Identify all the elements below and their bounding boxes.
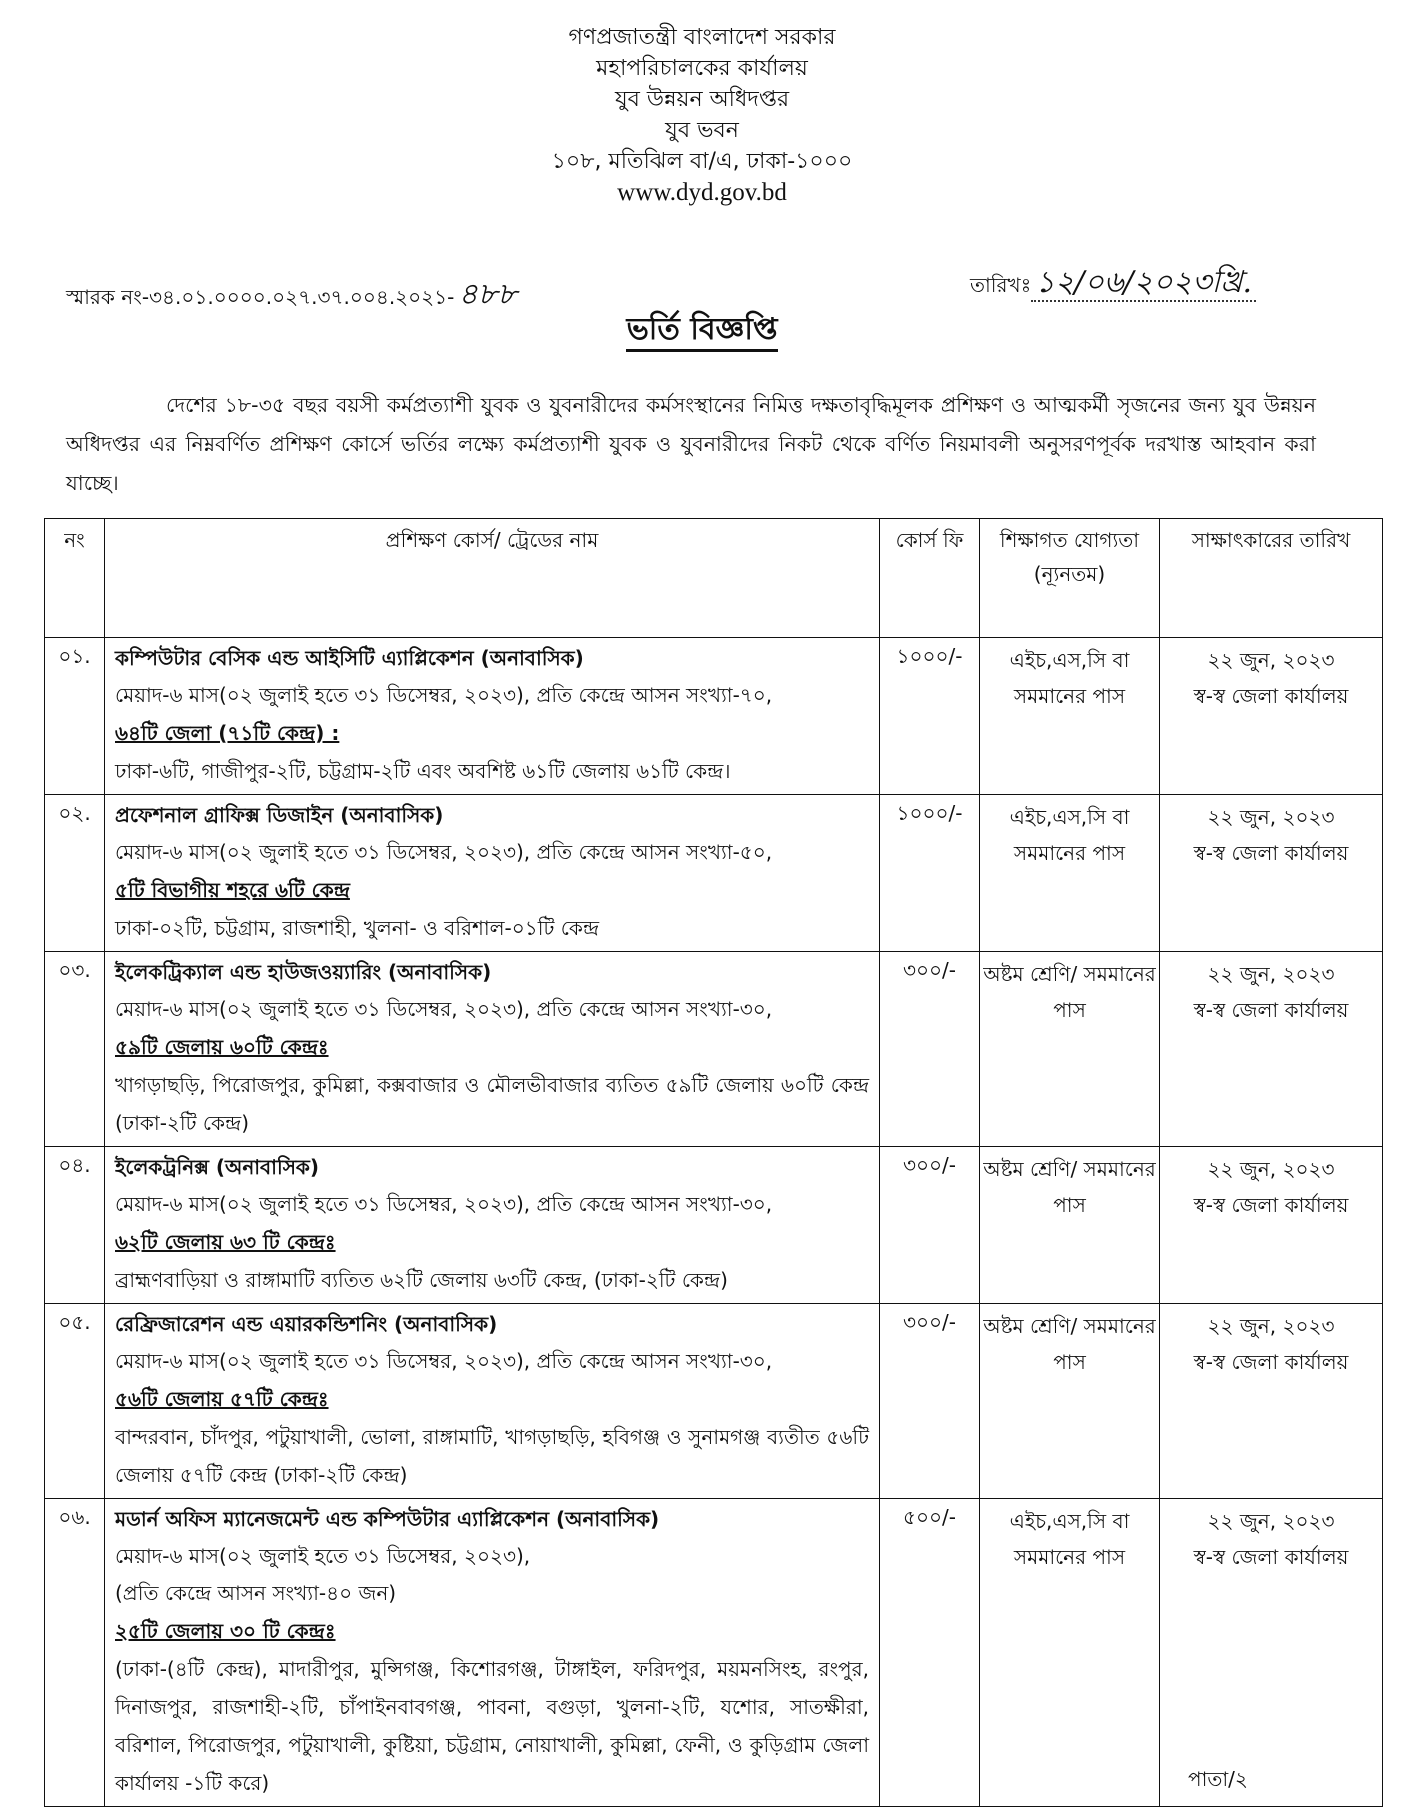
interview-venue: স্ব-স্ব জেলা কার্যালয় bbox=[1193, 998, 1349, 1022]
row-number: ০১. bbox=[45, 638, 105, 795]
course-fee: ৫০০/- bbox=[880, 1499, 980, 1807]
course-location-title: ৫টি বিভাগীয় শহরে ৬টি কেন্দ্র bbox=[115, 878, 350, 902]
course-location-detail: বান্দরবান, চাঁদপুর, পটুয়াখালী, ভোলা, রাঙ্গামাটি, খাগড়াছড়ি, হবিগঞ্জ ও সুনামগঞ্জ ব্যতীত ৫৬টি জেলায় ৫৭টি কেন্দ্র (ঢাকা-২টি কেন্দ্র) bbox=[115, 1425, 869, 1487]
intro-paragraph: দেশের ১৮-৩৫ বছর বয়সী কর্মপ্রত্যাশী যুবক ও যুবনারীদের কর্মসংস্থানের নিমিত্ত দক্ষতাবৃদ্ধিমূলক প্রশিক্ষণ ও আত্মকর্মী সৃজনের জন্য যুব উন্নয়ন অধিদপ্তর এর নিম্নবর্ণিত প্রশিক্ষণ কোর্সে ভর্তির লক্ষ্যে কর্মপ্রত্যাশী যুবক ও যুবনারীদের নিকট থেকে বর্ণিত নিয়মাবলী অনুসরণপূর্বক দরখাস্ত আহবান করা যাচ্ছে। bbox=[66, 393, 1316, 495]
notice-title bbox=[0, 305, 1404, 356]
row-number: ০৬. bbox=[45, 1499, 105, 1807]
education-requirement: অষ্টম শ্রেণি/ সমমানের পাস bbox=[980, 952, 1160, 1147]
course-name: প্রফেশনাল গ্রাফিক্স ডিজাইন (অনাবাসিক) bbox=[115, 803, 444, 827]
header-website: www.dyd.gov.bd bbox=[617, 179, 787, 206]
interview-venue: স্ব-স্ব জেলা কার্যালয় bbox=[1193, 1545, 1349, 1569]
interview-date: ২২ জুন, ২০২৩ bbox=[1207, 648, 1335, 672]
interview-date: ২২ জুন, ২০২৩ bbox=[1207, 1509, 1335, 1533]
notice-title-text: ভর্তি বিজ্ঞপ্তি bbox=[626, 312, 777, 352]
course-location-title: ৬২টি জেলায় ৬৩ টি কেন্দ্রঃ bbox=[115, 1230, 336, 1254]
interview-cell bbox=[1160, 638, 1383, 795]
course-location-detail: ব্রাহ্মণবাড়িয়া ও রাঙ্গামাটি ব্যতিত ৬২টি জেলায় ৬৩টি কেন্দ্র, (ঢাকা-২টি কেন্দ্র) bbox=[115, 1268, 728, 1292]
education-requirement: এইচ,এস,সি বা সমমানের পাস bbox=[980, 795, 1160, 952]
interview-cell bbox=[1160, 795, 1383, 952]
course-duration: মেয়াদ-৬ মাস(০২ জুলাই হতে ৩১ ডিসেম্বর, ২০২৩), bbox=[115, 1544, 531, 1568]
interview-date: ২২ জুন, ২০২৩ bbox=[1207, 1157, 1335, 1181]
course-location-detail: (ঢাকা-(৪টি কেন্দ্র), মাদারীপুর, মুন্সিগঞ্জ, কিশোরগঞ্জ, টাঙ্গাইল, ফরিদপুর, ময়মনসিংহ, রংপুর, দিনাজপুর, রাজশাহী-২টি, চাঁপাইনবাবগঞ্জ, পাবনা, বগুড়া, খুলনা-২টি, যশোর, সাতক্ষীরা, বরিশাল, পিরোজপুর, পটুয়াখালী, কুষ্টিয়া, চট্টগ্রাম, নোয়াখালী, কুমিল্লা, ফেনী, ও কুড়িগ্রাম জেলা কার্যালয় -১টি করে) bbox=[115, 1657, 869, 1795]
memo-handwritten-number: ৪৮৮ bbox=[458, 277, 517, 312]
course-fee: ৩০০/- bbox=[880, 1147, 980, 1304]
table-row bbox=[45, 638, 1383, 795]
course-fee: ৩০০/- bbox=[880, 952, 980, 1147]
interview-cell bbox=[1160, 1304, 1383, 1499]
date-handwritten: ১২/০৬/২০২৩খ্রি. bbox=[1031, 265, 1256, 302]
table-row bbox=[45, 1147, 1383, 1304]
course-name: রেফ্রিজারেশন এন্ড এয়ারকন্ডিশনিং (অনাবাসিক) bbox=[115, 1312, 498, 1336]
course-name: কম্পিউটার বেসিক এন্ড আইসিটি এ্যাপ্লিকেশন (অনাবাসিক) bbox=[115, 646, 584, 670]
date-label: তারিখঃ bbox=[970, 273, 1032, 297]
row-number: ০৪. bbox=[45, 1147, 105, 1304]
education-requirement: অষ্টম শ্রেণি/ সমমানের পাস bbox=[980, 1304, 1160, 1499]
course-location-title: ২৫টি জেলায় ৩০ টি কেন্দ্রঃ bbox=[115, 1619, 336, 1643]
interview-venue: স্ব-স্ব জেলা কার্যালয় bbox=[1193, 684, 1349, 708]
course-name: মডার্ন অফিস ম্যানেজমেন্ট এন্ড কম্পিউটার এ্যাপ্লিকেশন (অনাবাসিক) bbox=[115, 1507, 660, 1531]
header-line-building: যুব ভবন bbox=[665, 118, 739, 143]
course-location-detail: ঢাকা-৬টি, গাজীপুর-২টি, চট্টগ্রাম-২টি এবং অবশিষ্ট ৬১টি জেলায় ৬১টি কেন্দ্র। bbox=[115, 759, 731, 783]
course-location-title: ৬৪টি জেলা (৭১টি কেন্দ্র) : bbox=[115, 721, 340, 745]
header-course-name: প্রশিক্ষণ কোর্স/ ট্রেডের নাম bbox=[105, 519, 880, 638]
course-cell bbox=[105, 1304, 880, 1499]
course-name: ইলেকট্রিক্যাল এন্ড হাউজওয়্যারিং (অনাবাসিক) bbox=[115, 960, 492, 984]
course-capacity: (প্রতি কেন্দ্রে আসন সংখ্যা-৪০ জন) bbox=[115, 1581, 397, 1605]
issue-date bbox=[970, 258, 1256, 309]
education-requirement: এইচ,এস,সি বা সমমানের পাস bbox=[980, 1499, 1160, 1807]
course-duration: মেয়াদ-৬ মাস(০২ জুলাই হতে ৩১ ডিসেম্বর, ২০২৩), প্রতি কেন্দ্রে আসন সংখ্যা-৩০, bbox=[115, 997, 773, 1021]
course-cell bbox=[105, 1499, 880, 1807]
row-number: ০৫. bbox=[45, 1304, 105, 1499]
course-fee: ১০০০/- bbox=[880, 795, 980, 952]
course-location-title: ৫৯টি জেলায় ৬০টি কেন্দ্রঃ bbox=[115, 1035, 329, 1059]
course-location-title: ৫৬টি জেলায় ৫৭টি কেন্দ্রঃ bbox=[115, 1387, 329, 1411]
course-cell bbox=[105, 952, 880, 1147]
table-row bbox=[45, 795, 1383, 952]
table-row bbox=[45, 1304, 1383, 1499]
header-education: শিক্ষাগত যোগ্যতা (ন্যূনতম) bbox=[980, 519, 1160, 638]
header-line-department: যুব উন্নয়ন অধিদপ্তর bbox=[614, 87, 790, 112]
course-fee: ৩০০/- bbox=[880, 1304, 980, 1499]
course-duration: মেয়াদ-৬ মাস(০২ জুলাই হতে ৩১ ডিসেম্বর, ২০২৩), প্রতি কেন্দ্রে আসন সংখ্যা-৩০, bbox=[115, 1192, 773, 1216]
interview-date: ২২ জুন, ২০২৩ bbox=[1207, 962, 1335, 986]
header-fee: কোর্স ফি bbox=[880, 519, 980, 638]
interview-venue: স্ব-স্ব জেলা কার্যালয় bbox=[1193, 841, 1349, 865]
interview-cell bbox=[1160, 1147, 1383, 1304]
header-interview-date: সাক্ষাৎকারের তারিখ bbox=[1160, 519, 1383, 638]
course-fee: ১০০০/- bbox=[880, 638, 980, 795]
interview-date: ২২ জুন, ২০২৩ bbox=[1207, 805, 1335, 829]
header-no: নং bbox=[45, 519, 105, 638]
education-requirement: এইচ,এস,সি বা সমমানের পাস bbox=[980, 638, 1160, 795]
interview-date: ২২ জুন, ২০২৩ bbox=[1207, 1314, 1335, 1338]
course-rows bbox=[45, 638, 1383, 1807]
course-cell bbox=[105, 795, 880, 952]
course-cell bbox=[105, 1147, 880, 1304]
course-table bbox=[44, 518, 1383, 1807]
office-header bbox=[0, 22, 1404, 207]
row-number: ০৩. bbox=[45, 952, 105, 1147]
course-duration: মেয়াদ-৬ মাস(০২ জুলাই হতে ৩১ ডিসেম্বর, ২০২৩), প্রতি কেন্দ্রে আসন সংখ্যা-৩০, bbox=[115, 1349, 773, 1373]
course-name: ইলেকট্রনিক্স (অনাবাসিক) bbox=[115, 1155, 320, 1179]
table-header-row bbox=[45, 519, 1383, 638]
header-line-govt: গণপ্রজাতন্ত্রী বাংলাদেশ সরকার bbox=[568, 25, 836, 50]
interview-cell bbox=[1160, 952, 1383, 1147]
course-cell bbox=[105, 638, 880, 795]
course-duration: মেয়াদ-৬ মাস(০২ জুলাই হতে ৩১ ডিসেম্বর, ২০২৩), প্রতি কেন্দ্রে আসন সংখ্যা-৫০, bbox=[115, 840, 773, 864]
course-duration: মেয়াদ-৬ মাস(০২ জুলাই হতে ৩১ ডিসেম্বর, ২০২৩), প্রতি কেন্দ্রে আসন সংখ্যা-৭০, bbox=[115, 683, 773, 707]
page-number: পাতা/২ bbox=[1188, 1767, 1248, 1791]
table-row bbox=[45, 1499, 1383, 1807]
header-line-office: মহাপরিচালকের কার্যালয় bbox=[596, 56, 808, 81]
memo-label: স্মারক নং-৩৪.০১.০০০০.০২৭.৩৭.০০৪.২০২১- bbox=[66, 285, 455, 309]
education-requirement: অষ্টম শ্রেণি/ সমমানের পাস bbox=[980, 1147, 1160, 1304]
header-line-address: ১০৮, মতিঝিল বা/এ, ঢাকা-১০০০ bbox=[551, 149, 853, 174]
course-location-detail: খাগড়াছড়ি, পিরোজপুর, কুমিল্লা, কক্সবাজার ও মৌলভীবাজার ব্যতিত ৫৯টি জেলায় ৬০টি কেন্দ্র (ঢাকা-২টি কেন্দ্র) bbox=[115, 1073, 869, 1135]
interview-venue: স্ব-স্ব জেলা কার্যালয় bbox=[1193, 1193, 1349, 1217]
table-row bbox=[45, 952, 1383, 1147]
row-number: ০২. bbox=[45, 795, 105, 952]
interview-cell bbox=[1160, 1499, 1383, 1807]
interview-venue: স্ব-স্ব জেলা কার্যালয় bbox=[1193, 1350, 1349, 1374]
course-location-detail: ঢাকা-০২টি, চট্টগ্রাম, রাজশাহী, খুলনা- ও বরিশাল-০১টি কেন্দ্র bbox=[115, 916, 600, 940]
